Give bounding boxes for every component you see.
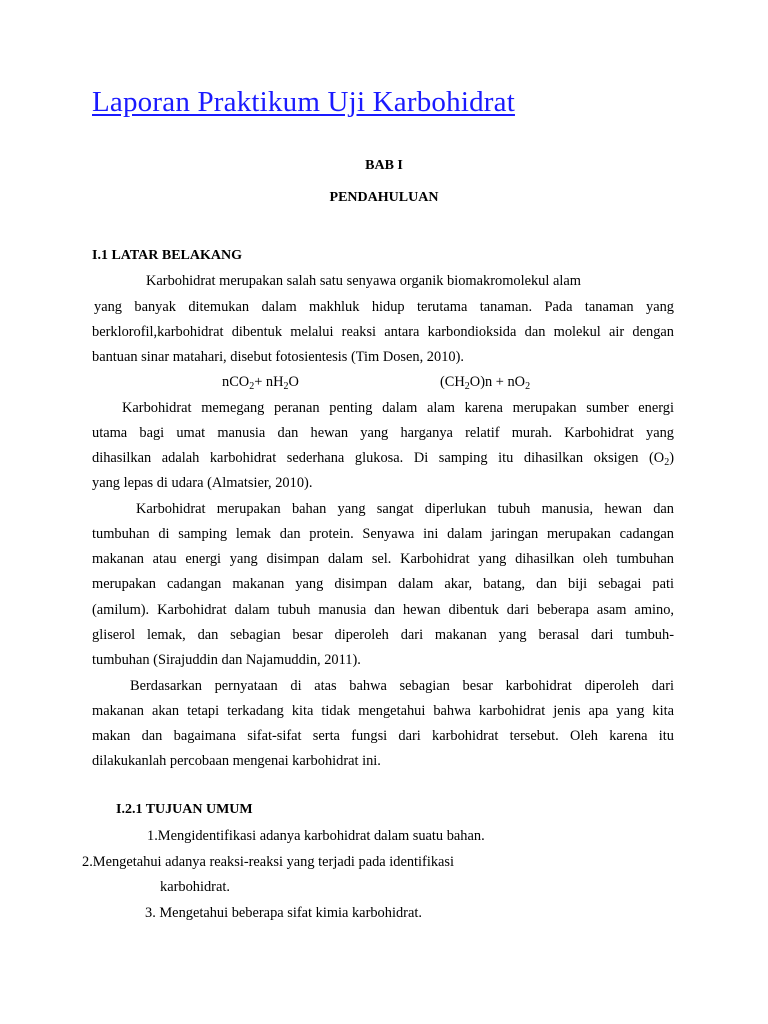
paragraph-1-line: yang banyak ditemukan dalam makhluk hidup terutama tanaman. Pada tanaman yang — [94, 299, 674, 315]
paragraph-4-line: makanan akan tetapi terkadang kita tidak mengetahui bahwa karbohidrat jenis apa yang kita — [92, 703, 674, 719]
paragraph-4-line: makan dan bagaimana sifat-sifat serta fungsi dari karbohidrat tersebut. Oleh karena itu — [92, 728, 674, 744]
goal-item: 3. Mengetahui beberapa sifat kimia karbohidrat. — [145, 905, 422, 921]
paragraph-3-line: merupakan cadangan makanan yang disimpan dalam akar, batang, dan biji sebagai pati — [92, 576, 674, 592]
paragraph-3-line: gliserol lemak, dan sebagian besar diperoleh dari makanan yang berasal dari tumbuh- — [92, 627, 674, 643]
goal-item-continuation: karbohidrat. — [160, 879, 230, 895]
paragraph-3-line: tumbuhan (Sirajuddin dan Najamuddin, 2011). — [92, 652, 361, 668]
paragraph-3-line: (amilum). Karbohidrat dalam tubuh manusia dan hewan dibentuk dari beberapa asam amino, — [92, 602, 674, 618]
paragraph-2-line: dihasilkan adalah karbohidrat sederhana glukosa. Di samping itu dihasilkan oksigen $(O_2)$ — [92, 450, 674, 468]
paragraph-4-line: Berdasarkan pernyataan di atas bahwa sebagian besar karbohidrat diperoleh dari — [130, 678, 674, 694]
paragraph-3-line: Karbohidrat merupakan bahan yang sangat diperlukan tubuh manusia, hewan dan — [136, 501, 674, 517]
section-heading-tujuan-umum: I.2.1 TUJUAN UMUM — [116, 802, 253, 817]
paragraph-1-line: bantuan sinar matahari, disebut fotosientesis (Tim Dosen, 2010). — [92, 349, 464, 365]
paragraph-2-line: Karbohidrat memegang peranan penting dalam alam karena merupakan sumber energi — [122, 400, 674, 416]
paragraph-4-line: dilakukanlah percobaan mengenai karbohidrat ini. — [92, 753, 381, 769]
paragraph-2-line: yang lepas di udara (Almatsier, 2010). — [92, 475, 313, 491]
paragraph-1-line: Karbohidrat merupakan salah satu senyawa organik biomakromolekul alam — [146, 273, 581, 289]
chapter-title: PENDAHULUAN — [329, 190, 439, 205]
paragraph-3-line: makanan atau energi yang disimpan dalam sel. Karbohidrat yang dihasilkan oleh tumbuhan — [92, 551, 674, 567]
section-heading-latar-belakang: I.1 LATAR BELAKANG — [92, 248, 243, 263]
goal-item: 2.Mengetahui adanya reaksi-reaksi yang terjadi pada identifikasi — [82, 854, 455, 870]
chapter-number: BAB I — [365, 158, 403, 173]
paragraph-3-line: tumbuhan di samping lemak dan protein. Senyawa ini dalam jaringan merupakan cadangan — [92, 526, 674, 542]
paragraph-1-line: berklorofil,karbohidrat dibentuk melalui reaksi antara karbondioksida dan molekul air dengan — [92, 324, 674, 340]
paragraph-2-line: utama bagi umat manusia dan hewan yang harganya relatif murah. Karbohidrat yang — [92, 425, 674, 441]
goal-item: 1.Mengidentifikasi adanya karbohidrat dalam suatu bahan. — [147, 828, 485, 844]
reactants-formula: $nCO_2+ nH_2O$ — [222, 374, 299, 392]
document-title[interactable]: Laporan Praktikum Uji Karbohidrat — [92, 86, 515, 118]
products-formula: $(CH_2O)n + nO_2$ — [440, 374, 531, 392]
